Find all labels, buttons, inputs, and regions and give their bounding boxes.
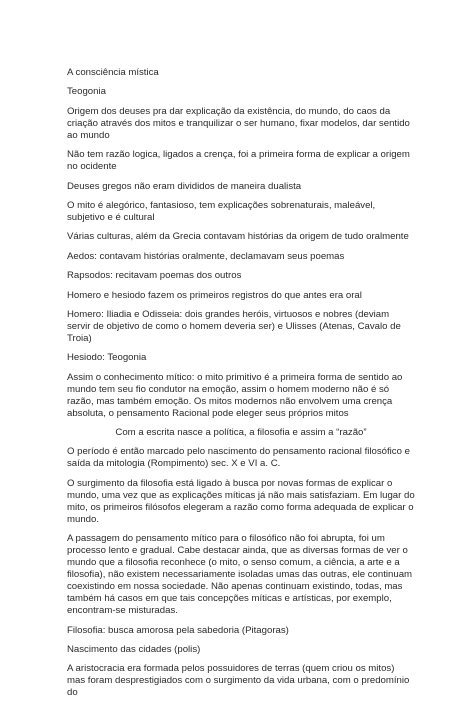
paragraph: O surgimento da filosofia está ligado à busca por novas formas de explicar o mundo, uma vez que as explicações míticas já não mais satisfaziam. Em lugar do mito, os primeiros filósofos elegeram a razão como forma adequada de explicar o mundo. [67,477,415,525]
paragraph: Deuses gregos não eram divididos de maneira dualista [67,180,302,192]
paragraph: Hesiodo: Teogonia [67,352,147,364]
paragraph: Homero e hesiodo fazem os primeiros registros do que antes era oral [67,289,362,301]
paragraph: A passagem do pensamento mítico para o filosófico não foi abrupta, foi um processo lento e gradual. Cabe destacar ainda, que as diversas formas de ver o mundo que a filosofia reconhece (o mito, o senso comum, a ciência, a arte e a filosofia), não existem necessariamente isoladas umas das outras, ele continuam coexistindo em nossa sociedade. Não apenas continuam existindo, todas, mas também há casos em que tais concepções míticas e artísticas, por exemplo, encontram-se misturadas. [67,533,413,617]
subsection-heading: Teogonia [67,86,106,98]
paragraph: Homero: Iliadia e Odisseia: dois grandes heróis, virtuosos e nobres (deviam servir de objetivo de como o homem deveria ser) e Ulisses (Atenas, Cavalo de Troia) [67,308,401,344]
paragraph: Origem dos deuses pra dar explicação da existência, do mundo, do caos da criação através dos mitos e tranquilizar o ser humano, fixar modelos, dar sentido ao mundo [67,105,410,141]
paragraph: A aristocracia era formada pelos possuidores de terras (quem criou os mitos) mas foram desprestigiados com o surgimento da vida urbana, com o predomínio do [67,663,410,699]
paragraph: Assim o conhecimento mítico: o mito primitivo é a primeira forma de sentido ao mundo tem seu fio condutor na emoção, assim o homem moderno não é só razão, mas também emoção. Os mitos modernos não envolvem uma crença absoluta, o pensamento Racional pode eleger seus próprios mitos [67,371,403,419]
paragraph: Aedos: contavam histórias oralmente, declamavam seus poemas [67,250,345,262]
paragraph: Não tem razão logica, ligados a crença, foi a primeira forma de explicar a origem no ocidente [67,149,410,173]
document-body [67,67,415,707]
paragraph: O mito é alegórico, fantasioso, tem explicações sobrenaturais, maleável, subjetivo e é cultural [67,199,376,223]
paragraph: Várias culturas, além da Grecia contavam histórias da origem de tudo oralmente [67,231,409,243]
paragraph: Nascimento das cidades (polis) [67,644,201,656]
paragraph: O período é então marcado pelo nascimento do pensamento racional filosófico e saída da mitologia (Rompimento) sec. X e VI a. C. [67,446,410,470]
section-title: A consciência mística [67,67,159,78]
paragraph: Filosofia: busca amorosa pela sabedoria (Pitagoras) [67,624,289,636]
centered-statement: Com a escrita nasce a política, a filosofia e assim a “razão” [115,427,367,439]
paragraph: Rapsodos: recitavam poemas dos outros [67,270,242,282]
